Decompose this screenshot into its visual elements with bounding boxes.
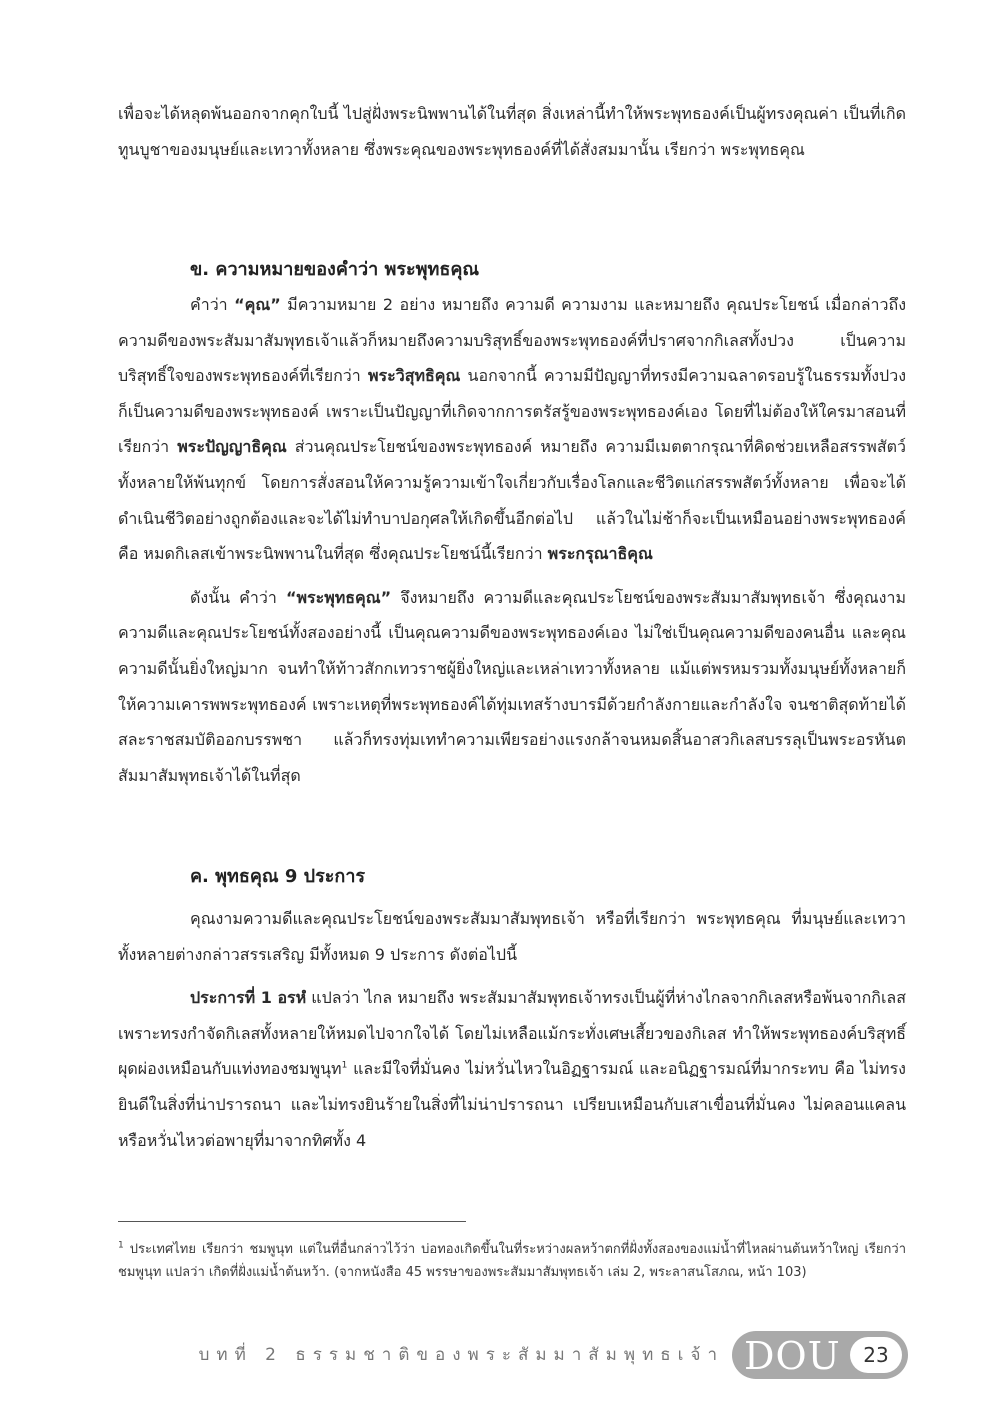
intro-paragraph: เพื่อจะได้หลุดพ้นออกจากคุกใบนี้ ไปสู่ฝั่งพระนิพพานได้ในที่สุด สิ่งเหล่านี้ทำให้พระพุทธองค์เป็นผู้ทรงคุณค่า เป็นที่เกิดทูนบูชาของมนุษย์และเทวาทั้งหลาย ซึ่งพระคุณของพระพุทธองค์ที่ได้สั่งสมมานั้น เรียกว่า พระพุทธคุณ (118, 104, 906, 159)
section-b-body (118, 287, 906, 793)
footnote-marker: 1 (118, 1240, 124, 1251)
footnote-divider (118, 1221, 466, 1222)
section-b-heading: ข. ความหมายของคำว่า พระพุทธคุณ (190, 259, 480, 280)
term-phra-karunathikhun: พระกรุณาธิคุณ (547, 544, 653, 564)
intro-block (118, 96, 906, 167)
text-run: นอกจากนี้ ความมีปัญญาที่ทรงมีความฉลาดรอบรู้ในธรรมทั้งปวงก็เป็นความดีของพระพุทธองค์ เพราะเป็นปัญญาที่เกิดจากการตรัสรู้ของพระพุทธองค์เอง โดยที่ไม่ต้องให้ใครมาสอนที่เรียกว่า (118, 366, 907, 457)
page-badge (732, 1331, 908, 1379)
text-run: มีความหมาย 2 อย่าง หมายถึง ความดี ความงาม และหมายถึง คุณประโยชน์ เมื่อกล่าวถึงความดีของพระสัมมาสัมพุทธเจ้าแล้วก็หมายถึงความบริสุทธิ์ของพระพุทธองค์ที่ปราศจากกิเลสทั้งปวง เป็นความบริสุทธิ์ใจของพระพุทธองค์ที่เรียกว่า (118, 295, 907, 386)
section-c-paragraph-2 (118, 980, 906, 1158)
text-run: แปลว่า ไกล หมายถึง พระสัมมาสัมพุทธเจ้าทรงเป็นผู้ที่ห่างไกลจากกิเลสหรือพ้นจากกิเลส เพราะทรงกำจัดกิเลสทั้งหลายให้หมดไปจากใจได้ โดยไม่เหลือแม้กระทั่งเศษเสี้ยวของกิเลส ทำให้พระพุทธองค์บริสุทธิ์ผุดผ่องเหมือนกับแท่งทองชมพูนุท (118, 988, 906, 1079)
footnote (118, 1238, 906, 1284)
footnote-text: ประเทศไทย เรียกว่า ชมพูนุท แต่ในที่อื่นกล่าวไว้ว่า บ่อทองเกิดขึ้นในที่ระหว่างผลหว้าตกที่ฝั่งทั้งสองของแม่น้ำที่ไหลผ่านต้นหว้าใหญ่ เรียกว่า ชมพูนุท แปลว่า เกิดที่ฝั่งแม่น้ำต้นหว้า. (จากหนังสือ 45 พรรษาของพระสัมมาสัมพุทธเจ้า เล่ม 2, พระลาสนโสภณ, หน้า 103) (118, 1242, 906, 1280)
section-c-paragraph-1: คุณงามความดีและคุณประโยชน์ของพระสัมมาสัมพุทธเจ้า หรือที่เรียกว่า พระพุทธคุณ ที่มนุษย์และเทวาทั้งหลายต่างกล่าวสรรเสริญ มีทั้งหมด 9 ประการ ดังต่อไปนี้ (118, 909, 906, 964)
term-phra-panyathikhun: พระปัญญาธิคุณ (177, 437, 287, 457)
term-phra-wisutthikhun: พระวิสุทธิคุณ (367, 366, 461, 386)
footnote-reference[interactable]: 1 (341, 1061, 348, 1072)
text-run: คำว่า (190, 295, 235, 314)
term-araham: ประการที่ 1 อรหํ (190, 988, 307, 1008)
section-c-body (118, 901, 906, 1158)
text-run: ส่วนคุณประโยชน์ของพระพุทธองค์ หมายถึง ความมีเมตตากรุณาที่คิดช่วยเหลือสรรพสัตว์ทั้งหลายให้พ้นทุกข์ โดยการสั่งสอนให้ความรู้ความเข้าใจเกี่ยวกับเรื่องโลกและชีวิตแก่สรรพสัตว์ทั้งหลาย เพื่อจะได้ดำเนินชีวิตอย่างถูกต้องและจะได้ไม่ทำบาปอกุศลให้เกิดขึ้นอีกต่อไป แล้วในไม่ช้าก็จะเป็นเหมือนอย่างพระพุทธองค์ คือ หมดกิเลสเข้าพระนิพพานในที่สุด ซึ่งคุณประโยชน์นี้เรียกว่า (118, 437, 906, 564)
dou-logo: DOU (744, 1334, 841, 1378)
text-run: และมีใจที่มั่นคง ไม่หวั่นไหวในอิฏฐารมณ์ และอนิฏฐารมณ์ที่มากระทบ คือ ไม่ทรงยินดีในสิ่งที่น่าปรารถนา และไม่ทรงยินร้ายในสิ่งที่ไม่น่าปรารถนา เปรียบเหมือนกับเสาเขื่อนที่มั่นคง ไม่คลอนแคลนหรือหวั่นไหวต่อพายุที่มาจากทิศทั้ง 4 (118, 1059, 906, 1150)
term-phra-phutthakhun: “พระพุทธคุณ” (285, 587, 392, 607)
section-b-paragraph-1 (118, 287, 906, 572)
section-b-paragraph-2 (118, 580, 906, 794)
text-run: จึงหมายถึง ความดีและคุณประโยชน์ของพระสัมมาสัมพุทธเจ้า ซึ่งคุณงามความดีและคุณประโยชน์ทั้งสองอย่างนี้ เป็นคุณความดีของพระพุทธองค์เอง ไม่ใช่เป็นคุณความดีของคนอื่น และคุณความดีนั้นยิ่งใหญ่มาก จนทำให้ท้าวสักกเทวราชผู้ยิ่งใหญ่และเหล่าเทวาทั้งหลาย แม้แต่พรหมรวมทั้งมนุษย์ทั้งหลายก็ให้ความเคารพพระพุทธองค์ เพราะเหตุที่พระพุทธองค์ได้ทุ่มเทสร้างบารมีด้วยกำลังกายและกำลังใจ จนชาติสุดท้ายได้สละราชสมบัติออกบรรพชา แล้วก็ทรงทุ่มเททำความเพียรอย่างแรงกล้าจนหมดสิ้นอาสวกิเลสบรรลุเป็นพระอรหันตสัมมาสัมพุทธเจ้าได้ในที่สุด (118, 587, 907, 785)
text-run: ดังนั้น คำว่า (190, 587, 286, 607)
running-footer-chapter-title: บทที่ 2 ธรรมชาติของพระสัมมาสัมพุทธเจ้า (198, 1345, 724, 1365)
term-khun: “คุณ” (234, 295, 281, 314)
page-number: 23 (850, 1337, 902, 1373)
section-c-heading: ค. พุทธคุณ 9 ประการ (190, 866, 366, 887)
